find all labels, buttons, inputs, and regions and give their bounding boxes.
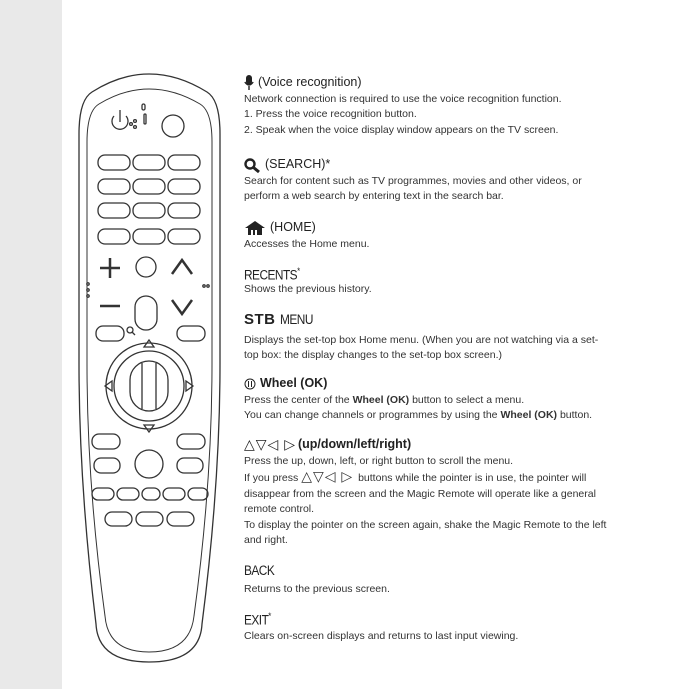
wheel-section: [244, 375, 684, 424]
arrows-line: remote control.: [244, 503, 315, 516]
wheel-title: Wheel (OK): [260, 376, 328, 391]
search-line: perform a web search by entering text in the search bar.: [244, 190, 504, 203]
home-section: [244, 219, 684, 252]
power-button: [112, 110, 128, 129]
wheel-line-1: Press the center of the Wheel (OK) button to select a menu.: [244, 394, 525, 406]
remote-illustration: [72, 64, 227, 664]
stb-line: Displays the set-top box Home menu. (When you are not watching via a set-: [244, 334, 599, 346]
search-line: Search for content such as TV programmes, movies and other videos, or: [244, 175, 582, 187]
stb-title-rest: MENU: [279, 312, 313, 328]
back-section: [244, 562, 684, 597]
arrows-line: and right.: [244, 534, 288, 547]
arrows-heading: [244, 436, 684, 454]
search-section: [244, 156, 684, 205]
arrows-line: If you press △▽◁ ▷ buttons while the pointer is in use, the pointer will: [244, 468, 587, 485]
stb-line: top box: the display changes to the set-top box screen.): [244, 349, 502, 362]
home-heading: [244, 219, 684, 237]
exit-title: EXIT*: [244, 610, 271, 628]
recents-title: RECENTS*: [244, 265, 300, 283]
wheel-line-2: You can change channels or programmes by using the Wheel (OK) button.: [244, 409, 593, 422]
home-icon: [244, 221, 266, 235]
stb-title-bold: STB: [244, 311, 276, 329]
voice-section: [244, 74, 684, 138]
voice-line: 1. Press the voice recognition button.: [244, 108, 417, 121]
recents-section: [244, 264, 684, 297]
voice-heading: [244, 74, 684, 92]
back-title: BACK: [244, 563, 275, 579]
stb-section: [244, 310, 684, 364]
search-heading: [244, 156, 684, 174]
back-line: Returns to the previous screen.: [244, 583, 390, 595]
search-icon: [244, 158, 261, 173]
recents-line: Shows the previous history.: [244, 283, 372, 295]
arrows-section: [244, 436, 684, 548]
exit-section: [244, 609, 684, 644]
exit-heading: [244, 609, 684, 627]
arrows-icon: △▽◁ ▷: [244, 436, 296, 453]
exit-line: Clears on-screen displays and returns to last input viewing.: [244, 630, 519, 642]
home-line: Accesses the Home menu.: [244, 238, 370, 250]
recents-heading: [244, 264, 684, 282]
voice-title: (Voice recognition): [258, 75, 362, 90]
search-title: (SEARCH)*: [265, 157, 331, 172]
arrows-line: Press the up, down, left, or right button to scroll the menu.: [244, 455, 514, 467]
arrows-line: disappear from the screen and the Magic Remote will operate like a general: [244, 487, 596, 500]
wheel-icon: [244, 378, 256, 390]
voice-line: 2. Speak when the voice display window appears on the TV screen.: [244, 123, 559, 136]
wheel-heading: [244, 375, 684, 393]
stb-heading: [244, 310, 684, 330]
microphone-icon: [244, 75, 254, 91]
home-title: (HOME): [270, 220, 316, 235]
arrows-title: (up/down/left/right): [297, 437, 412, 452]
voice-line: Network connection is required to use the voice recognition function.: [244, 93, 562, 105]
back-heading: [244, 562, 684, 580]
arrows-line: To display the pointer on the screen again, shake the Magic Remote to the left: [244, 518, 607, 531]
